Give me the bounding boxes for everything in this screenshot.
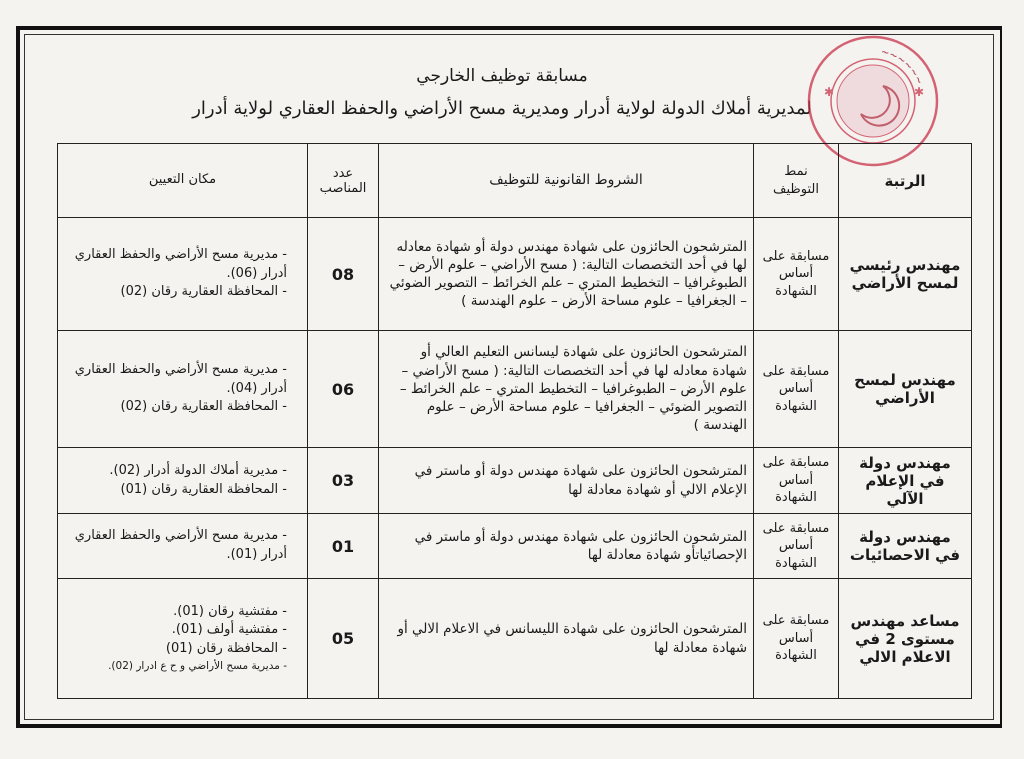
location-item: - المحافظة العقارية رقان (01)	[64, 481, 287, 500]
location-cell	[58, 514, 308, 579]
svg-text:~~~~~~: ~~~~~~	[879, 46, 925, 87]
conditions-cell: المترشحون الحائزون على شهادة مهندس دولة أو شهادة معادله لها في أحد التخصصات التالية: ( مسح الأراضي – علوم الأرض – الطبوغرافيا – التخطيط المتري – علم الخرائط – التصوير الضوئي – الجغرافيا – علوم مساحة الأرض – علوم الهندسة )	[379, 218, 754, 331]
count-cell: 03	[308, 448, 379, 514]
table-row	[58, 331, 972, 448]
mode-cell: مسابقة على أساس الشهادة	[754, 579, 839, 699]
location-item: - المحافظة رقان (01)	[64, 640, 287, 659]
location-item: - المحافظة العقارية رقان (02)	[64, 398, 287, 417]
conditions-cell: المترشحون الحائزون على شهادة ليسانس التعليم العالي أو شهادة معادله لها في أحد التخصصات التالية: ( مسح الأراضي – علوم الأرض – الطبوغرافيا – التخطيط المتري – علم الخرائط – التصوير الضوئي – الجغرافيا – علوم مساحة الأرض – علوم الهندسة )	[379, 331, 754, 448]
table-header-row	[58, 144, 972, 218]
rank-cell: مهندس دولة في الإعلام الآلي	[839, 448, 972, 514]
location-item: - مديرية مسح الأراضي والحفظ العقاري أدرار (04).	[64, 361, 287, 399]
location-item: - مفتشية أولف (01).	[64, 621, 287, 640]
location-item: - مديرية مسح الأراضي والحفظ العقاري أدرار (01).	[64, 527, 287, 565]
rank-cell: مساعد مهندس مستوى 2 في الاعلام الالي	[839, 579, 972, 699]
svg-text:✱: ✱	[914, 85, 925, 99]
location-item: - مديرية مسح الأراضي والحفظ العقاري أدرار (06).	[64, 246, 287, 284]
location-cell	[58, 579, 308, 699]
mode-cell: مسابقة على أساس الشهادة	[754, 514, 839, 579]
conditions-cell: المترشحون الحائزون على شهادة مهندس دولة أو ماستر في الإحصائياتأو شهادة معادلة لها	[379, 514, 754, 579]
location-cell	[58, 448, 308, 514]
count-cell: 06	[308, 331, 379, 448]
location-cell	[58, 331, 308, 448]
location-item: - المحافظة العقارية رقان (02)	[64, 283, 287, 302]
count-cell: 05	[308, 579, 379, 699]
document-title: مسابقة توظيف الخارجي	[416, 66, 588, 86]
mode-cell: مسابقة على أساس الشهادة	[754, 448, 839, 514]
rank-cell: مهندس دولة في الاحصائيات	[839, 514, 972, 579]
table-row	[58, 579, 972, 699]
conditions-cell: المترشحون الحائزون على شهادة مهندس دولة أو ماستر في الإعلام الالي أو شهادة معادلة لها	[379, 448, 754, 514]
header-count: عدد المناصب	[308, 144, 379, 218]
header-mode: نمط التوظيف	[754, 144, 839, 218]
mode-cell: مسابقة على أساس الشهادة	[754, 218, 839, 331]
count-cell: 01	[308, 514, 379, 579]
conditions-cell: المترشحون الحائزون على شهادة الليسانس في الاعلام الالي أو شهادة معادلة لها	[379, 579, 754, 699]
header-conditions: الشروط القانونية للتوظيف	[379, 144, 754, 218]
table-row	[58, 218, 972, 331]
header-rank: الرتبة	[839, 144, 972, 218]
document-subtitle: لمديرية أملاك الدولة لولاية أدرار ومديرية مسح الأراضي والحفظ العقاري لولاية أدرار	[192, 98, 812, 119]
rank-cell: مهندس لمسح الأراضي	[839, 331, 972, 448]
recruitment-table	[57, 143, 972, 699]
location-item: - مديرية أملاك الدولة أدرار (02).	[64, 462, 287, 481]
location-item: - مفتشية رقان (01).	[64, 603, 287, 622]
header-location: مكان التعيين	[58, 144, 308, 218]
table-row	[58, 448, 972, 514]
svg-text:✱: ✱	[824, 85, 835, 99]
table-row	[58, 514, 972, 579]
count-cell: 08	[308, 218, 379, 331]
location-cell	[58, 218, 308, 331]
mode-cell: مسابقة على أساس الشهادة	[754, 331, 839, 448]
location-item: - مديرية مسح الأراضي و ح ع ادرار (02).	[64, 659, 287, 674]
rank-cell: مهندس رئيسي لمسح الأراضي	[839, 218, 972, 331]
